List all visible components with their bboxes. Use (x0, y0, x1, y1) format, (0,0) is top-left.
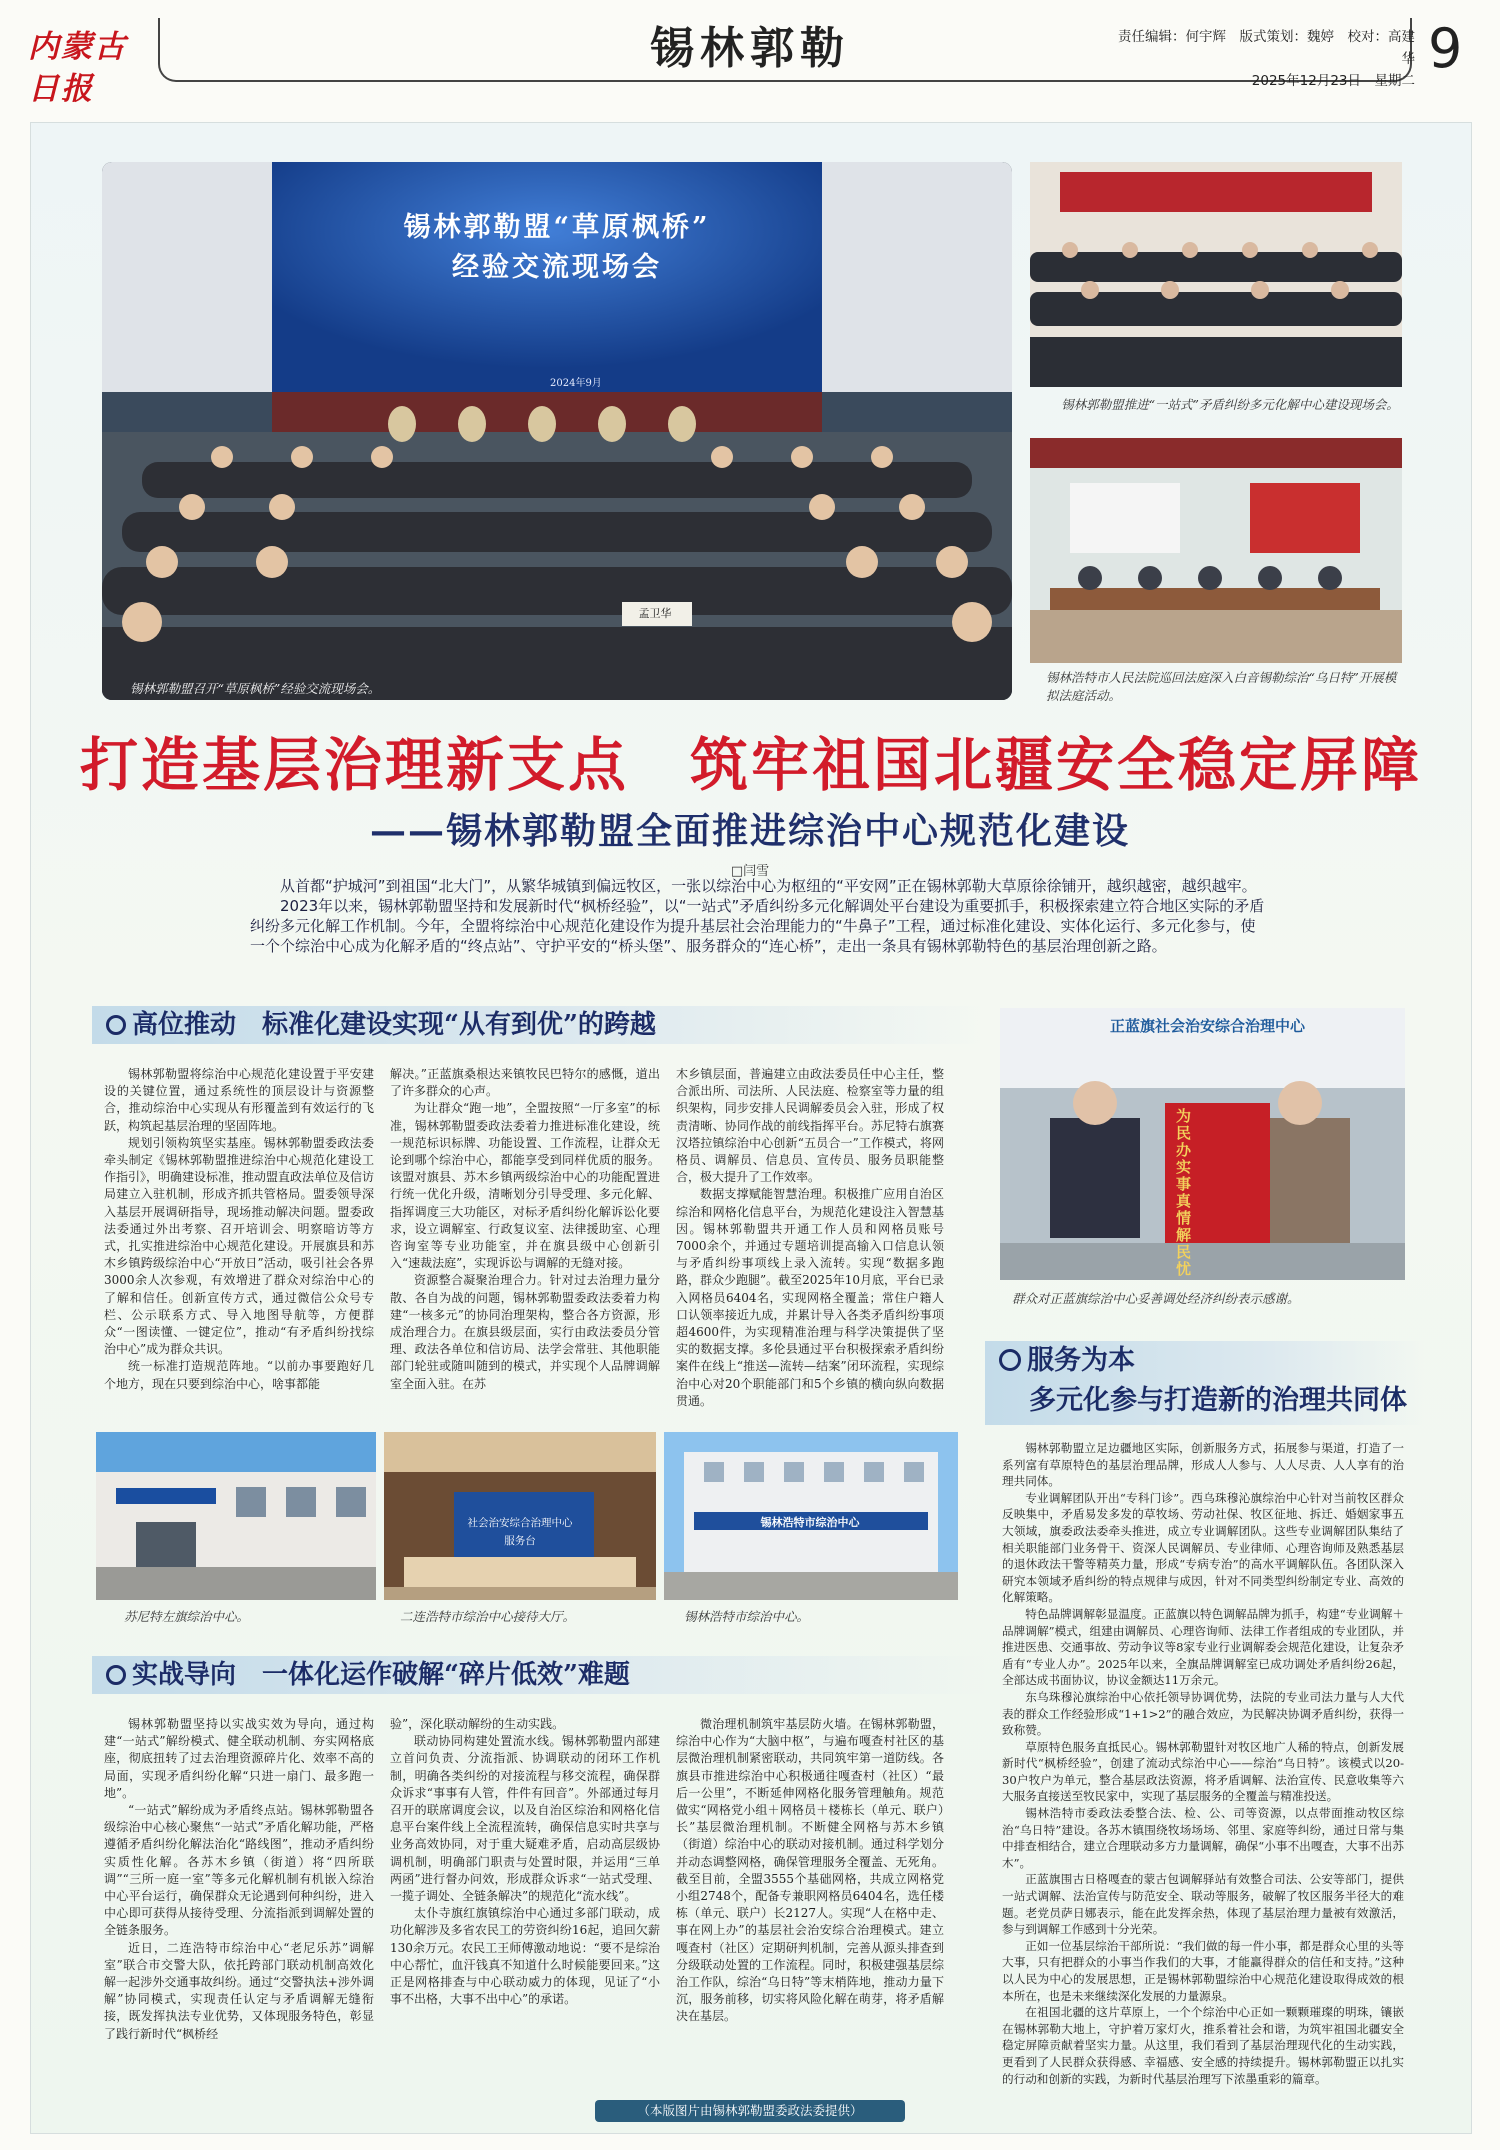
paragraph: 统一标准打造规范阵地。“以前办事要跑好几个地方，现在只要到综治中心，啥事都能 (104, 1359, 374, 1391)
section-3-banner (985, 1341, 1425, 1425)
paragraph: 验”，深化联动解纷的生动实践。 (390, 1717, 565, 1731)
hall-sign-line-2: 服务台 (504, 1535, 536, 1547)
byline: □闫雪 (730, 864, 770, 879)
mid-right-caption: 锡林浩特市人民法院巡回法庭深入白音锡勒综治“乌日特”开展模拟法庭活动。 (1046, 670, 1397, 703)
top-right-photo (1030, 162, 1402, 387)
header-meta (1115, 26, 1415, 92)
circle-bullet-icon (106, 1665, 126, 1685)
banner-line-2: 经验交流现场会 (452, 252, 662, 283)
paragraph: 解决。”正蓝旗桑根达来镇牧民巴特尔的感慨，道出了许多群众的心声。 (390, 1067, 660, 1099)
paragraph: 为让群众“跑一地”，全盟按照“一厅多室”的标准，锡林郭勒盟委政法委着力推进标准化建设，统一规范标识标牌、功能设置、工作流程，让群众无论到哪个综治中心，都能享受到同样优质的服务。该盟对旗县、苏木乡镇两级综治中心的功能配置进行统一优化升级，清晰划分引导受理、多元化解、指挥调度三大功能区，对标矛盾纠纷化解诉讼化要求，设立调解室、行政复议室、法律援助室、心理咨询室等专业功能室，并在旗县级中心创新引入“速裁法庭”，实现诉讼与调解的无缝对接。 (390, 1101, 660, 1271)
s2-column-3 (676, 1716, 944, 2026)
paragraph: 正蓝旗围古日格嘎查的蒙古包调解驿站有效整合司法、公安等部门，提供一站式调解、法治宣传与防范安全、联动等服务，破解了牧区服务半径大的难题。老党员萨日娜表示，能在此发挥余热，体现了基层治理力量被有效激活，参与到调解工作感到十分光荣。 (1002, 1872, 1404, 1937)
s1-column-1 (104, 1066, 374, 1393)
page-number: 9 (1428, 17, 1463, 80)
s3-column (1002, 1440, 1404, 2087)
headline: 打造基层治理新支点 筑牢祖国北疆安全稳定屏障 (80, 731, 1423, 799)
lead-paragraph: 从首都“护城河”到祖国“北大门”，从繁华城镇到偏远牧区，一张以综治中心为枢纽的“平安网”正在锡林郭勒大草原徐徐铺开，越织越密，越织越牢。 (280, 877, 1257, 895)
section-2-title: 实战导向 一体化运作破解“碎片低效”难题 (132, 1660, 630, 1690)
editors-line: 责任编辑：何宇辉 版式策划：魏婷 校对：高建华 (1118, 29, 1415, 67)
main-photo-caption: 锡林郭勒盟召开“草原枫桥”经验交流现场会。 (130, 681, 381, 696)
paragraph: 近日，二连浩特市综治中心“老尼乐苏”调解室”联合市交警大队，依托跨部门联动机制高效化解一起涉外交通事故纠纷。通过“交警执法+涉外调解”协同模式，实现责任认定与矛盾调解无缝衔接，既发挥执法专业优势，又体现服务特色，彰显了践行新时代“枫桥经 (104, 1940, 374, 2041)
date-line: 2025年12月23日 星期二 (1251, 73, 1415, 89)
building-sign: 锡林浩特市综治中心 (760, 1516, 860, 1529)
s2-column-2 (390, 1716, 660, 2008)
section-1-banner (92, 1006, 986, 1044)
portrait-caption: 群众对正蓝旗综治中心妥善调处经济纠纷表示感谢。 (1012, 1291, 1300, 1306)
paragraph: 正如一位基层综治干部所说：“我们做的每一件小事，都是群众心里的头等大事，只有把群众的小事当作我们的大事，才能赢得群众的信任和支持。”这种以人民为中心的发展思想，正是锡林郭勒盟综治中心规范化建设取得成效的根本所在，也是未来继续深化发展的力量源泉。 (1002, 1938, 1404, 2003)
s2-column-1 (104, 1716, 374, 2043)
lead-paragraphs (250, 876, 1270, 956)
paragraph: “一站式”解纷成为矛盾终点站。锡林郭勒盟各级综治中心核心聚焦“一站式”矛盾化解功能，严格遵循矛盾纠纷化解法治化“路线图”，推动矛盾纠纷实质性化解。各苏木乡镇（街道）将“四所联调”“三所一庭一室”等多元化解机制有机嵌入综治中心平台运行，确保群众无论遇到何种纠纷，进入中心即可获得从接待受理、分流指派到调解处置的全链条服务。 (104, 1803, 374, 1938)
portrait-banner: 为民办实事 真情解民忧 (1176, 1107, 1192, 1278)
hall-sign (454, 1514, 586, 1550)
paragraph: 特色品牌调解彰显温度。正蓝旗以特色调解品牌为抓手，构建“专业调解＋品牌调解”模式，组建由调解员、心理咨询师、法律工作者组成的专业团队，并推进医患、交通事故、劳动争议等8家专业行业调解委会规范化建设，让复杂矛盾有“专业人办”。2025年以来，全旗品牌调解室已成功调处矛盾纠纷26起，全部达成书面协议，协议金额达11万余元。 (1002, 1606, 1404, 1688)
paragraph: 数据支撑赋能智慧治理。积极推广应用自治区综治和网格化信息平台，为规范化建设注入智慧基因。锡林郭勒盟共开通工作人员和网格员账号7000余个，并通过专题培训提高输入口信息认领与矛盾纠纷事项线上录入流转。实现“数据多跑路，群众少跑腿”。截至2025年10月底，平台已录入网格员6404名，实现网格全覆盖；常住户籍人口认领率接近九成，并累计导入各类矛盾纠纷事项超4600件，为实现精准治理与科学决策提供了坚实的数据支撑。多伦县通过平台积极探索矛盾纠纷案件在线上“推送—流转—结案”闭环流程，实现综治中心对20个职能部门和5个乡镇的横向纵向数据贯通。 (676, 1187, 944, 1408)
section-title: 锡林郭勒 (650, 23, 850, 74)
section-3-title-line-2: 多元化参与打造新的治理共同体 (1029, 1385, 1407, 1416)
paragraph: 在祖国北疆的这片草原上，一个个综治中心正如一颗颗璀璨的明珠，镶嵌在锡林郭勒大地上，守护着万家灯火，推系着社会和谐，为筑牢祖国北疆安全稳定屏障贡献着坚实力量。从这里，我们看到了基层治理现代化的生动实践，更看到了人民群众获得感、幸福感、安全感的持续提升。锡林郭勒盟正以扎实的行动和创新的实践，为新时代基层治理写下浓墨重彩的篇章。 (1002, 2005, 1404, 2086)
newspaper-logo: 内蒙古日报 (28, 29, 127, 107)
circle-bullet-icon (106, 1015, 126, 1035)
nameplate: 孟卫华 (638, 607, 672, 620)
subheadline: ——锡林郭勒盟全面推进综治中心规范化建设 (369, 810, 1130, 852)
paragraph: 规划引领构筑坚实基座。锡林郭勒盟委政法委牵头制定《锡林郭勒盟推进综治中心规范化建设工作指引》，明确建设标准，推动盟直政法单位及信访局建立入驻机制，形成齐抓共管格局。盟委领导深入基层开展调研指导，现场推动解决问题。盟委政法委通过外出考察、召开培训会、明察暗访等方式，扎实推进综治中心规范化建设。开展旗县和苏木乡镇跨级综治中心“开放日”活动，吸引社会各界3000余人次参观，有效增进了群众对综治中心的了解和信任。创新宣传方式，通过微信公众号专栏、公示联系方式、导入地图导航等，方便群众“一图读懂、一键定位”，推动“有矛盾纠纷找综治中心”成为群众共识。 (104, 1135, 375, 1357)
section-1-title: 高位推动 标准化建设实现“从有到优”的跨越 (132, 1010, 656, 1040)
main-photo-banner (272, 208, 842, 288)
paragraph: 锡林郭勒盟将综治中心规范化建设置于平安建设的关键位置，通过系统性的顶层设计与资源整合，推动综治中心实现从有形覆盖到有效运行的飞跃，构筑起基层治理的坚固阵地。 (104, 1067, 374, 1133)
hall-sign-line-1: 社会治安综合治理中心 (467, 1517, 573, 1529)
mid-right-photo (1030, 438, 1402, 663)
row-caption-3: 锡林浩特市综治中心。 (684, 1609, 810, 1624)
paragraph: 锡林浩特市委政法委整合法、检、公、司等资源，以点带面推动牧区综治“乌日特”建设。各苏木镇围绕牧场场场、邻里、家庭等纠纷，通过日常与集中排查相结合，建立合理联动多方力量调解，确保“小事不出嘎查，大事不出苏木”。 (1002, 1806, 1404, 1870)
top-right-caption: 锡林郭勒盟推进“一站式”矛盾纠纷多元化解中心建设现场会。 (1061, 397, 1399, 412)
portrait-sign: 正蓝旗社会治安综合治理中心 (1110, 1017, 1306, 1035)
paragraph: 锡林郭勒盟坚持以实战实效为导向，通过构建“一站式”解纷模式、健全联动机制、夯实网格底座，彻底扭转了过去治理资源碎片化、效率不高的局面，实现矛盾纠纷化解“只进一扇门、最多跑一地”。 (104, 1717, 374, 1800)
s1-column-3 (676, 1066, 944, 1410)
paragraph: 专业调解团队开出“专科门诊”。西乌珠穆沁旗综治中心针对当前牧区群众反映集中，矛盾易发多发的草牧场、劳动社保、牧区征地、拆迁、婚姻家事五大领域，旗委政法委牵头推进，成立专业调解团队。这些专业调解团队集结了相关职能部门业务骨干、资深人民调解员、专业律师、心理咨询师及熟悉基层的退休政法干警等精英力量，形成“专病专治”的高水平调解队伍。各团队深入研究本领域矛盾纠纷的特点规律与成因，针对不同类型纠纷制定专业、高效的化解策略。 (1002, 1490, 1404, 1605)
paragraph: 太仆寺旗红旗镇综治中心通过多部门联动，成功化解涉及多省农民工的劳资纠纷16起，追回欠薪130余万元。农民工王师傅激动地说：“要不是综治中心帮忙，血汗钱真不知道什么时候能要回来。”这正是网格排查与中心联动威力的体现，见证了“小事不出格，大事不出中心”的承诺。 (390, 1906, 660, 2007)
paragraph: 东乌珠穆沁旗综治中心依托领导协调优势，法院的专业司法力量与人大代表的群众工作经验形成“1+1>2”的融合效应，为民解决协调矛盾纠纷，获得一致称赞。 (1002, 1689, 1404, 1738)
paragraph: 木乡镇层面，普遍建立由政法委员任中心主任，整合派出所、司法所、人民法庭、检察室等力量的组织架构，同步安排人民调解委员会入驻，形成了权责清晰、协同作战的前线指挥平台。苏尼特右旗赛汉塔拉镇综治中心创新“五员合一”工作模式，将网格员、调解员、信息员、宣传员、服务员职能整合，极大提升了工作效率。 (676, 1067, 944, 1185)
circle-bullet-icon (999, 1349, 1021, 1371)
photo-credit: （本版图片由锡林郭勒盟委政法委提供） (595, 2100, 905, 2122)
section-2-banner (92, 1656, 986, 1694)
s1-column-2 (390, 1066, 660, 1393)
paragraph: 联动协同构建处置流水线。锡林郭勒盟内部建立首问负责、分流指派、协调联动的闭环工作机制，明确各类纠纷的对接流程与移交流程，确保群众诉求“事事有人管，件件有回音”。外部通过每月召开的联席调度会议，以及自治区综治和网格化信息平台案件线上全流程流转，确保信息实时共享与业务高效协同，对于重大疑难矛盾，启动高层级协调机制，明确部门职责与处置时限，并运用“三单两函”进行督办问效，形成群众诉求“一站式受理、一揽子调处、全链条解决”的规范化“流水线”。 (390, 1734, 660, 1904)
row-photo-1 (96, 1432, 376, 1600)
portrait-photo (1000, 1008, 1405, 1280)
paragraph: 锡林郭勒盟立足边疆地区实际，创新服务方式，拓展参与渠道，打造了一系列富有草原特色的基层治理品牌，形成人人参与、人人尽责、人人享有的治理共同体。 (1002, 1441, 1404, 1489)
paragraph: 资源整合凝聚治理合力。针对过去治理力量分散、各自为战的问题，锡林郭勒盟委政法委着力构建“一核多元”的协同治理架构，整合各方资源，形成治理合力。在旗县级层面，实行由政法委员分管理、政法各单位和信访局、法学会常驻、其他职能部门轮驻或随叫随到的模式，并实现个人品牌调解室全面入驻。在苏 (390, 1273, 660, 1391)
paragraph: 微治理机制筑牢基层防火墙。在锡林郭勒盟，综治中心作为“大脑中枢”，与遍布嘎查村社区的基层微治理机制紧密联动，共同筑牢第一道防线。各旗县市推进综治中心积极通往嘎查村（社区）“最后一公里”，不断延伸网格化服务管理触角。规范做实“网格党小组＋网格员＋楼栋长（单元、联户）长”基层微治理机制。不断健全网格与苏木乡镇（街道）综治中心的联动对接机制。通过科学划分并动态调整网格，确保管理服务全覆盖、无死角。截至目前，全盟3555个基础网格，共成立网格党小组2748个，配备专兼职网格员6404名，选任楼栋（单元、联户）长2127人。实现“人在格中走、事在网上办”的基层社会治安综合治理模式。建立嘎查村（社区）定期研判机制，完善从源头排查到分级联动处置的工作流程。同时，积极建强基层综治工作队，综治“乌日特”等末梢阵地，推动力量下沉，服务前移，切实将风险化解在萌芽，将矛盾解决在基层。 (676, 1717, 944, 2024)
banner-date: 2024年9月 (550, 378, 602, 389)
row-caption-1: 苏尼特左旗综治中心。 (124, 1609, 250, 1624)
banner-line-1: 锡林郭勒盟“草原枫桥” (403, 212, 711, 243)
section-3-title-line-1: 服务为本 (999, 1341, 1425, 1381)
lead-paragraph: 2023年以来，锡林郭勒盟坚持和发展新时代“枫桥经验”，以“一站式”矛盾纠纷多元化解调处平台建设为重要抓手，积极探索建立符合地区实际的矛盾纠纷多元化解工作机制。今年，全盟将综治中心规范化建设作为提升基层社会治理能力的“牛鼻子”工程，通过标准化建设、实体化运行、多元化参与，使一个个综治中心成为化解矛盾的“终点站”、守护平安的“桥头堡”、服务群众的“连心桥”，走出一条具有锡林郭勒特色的基层治理创新之路。 (250, 897, 1265, 955)
paragraph: 草原特色服务直抵民心。锡林郭勒盟针对牧区地广人稀的特点，创新发展新时代“枫桥经验”，创建了流动式综治中心——综治“乌日特”。该模式以20-30户牧户为单元，整合基层政法资源，将矛盾调解、法治宣传、民意收集等六大服务直接送至牧民家中，实现了基层服务的全覆盖与精准投送。 (1002, 1739, 1404, 1804)
row-caption-2: 二连浩特市综治中心接待大厅。 (400, 1609, 576, 1624)
